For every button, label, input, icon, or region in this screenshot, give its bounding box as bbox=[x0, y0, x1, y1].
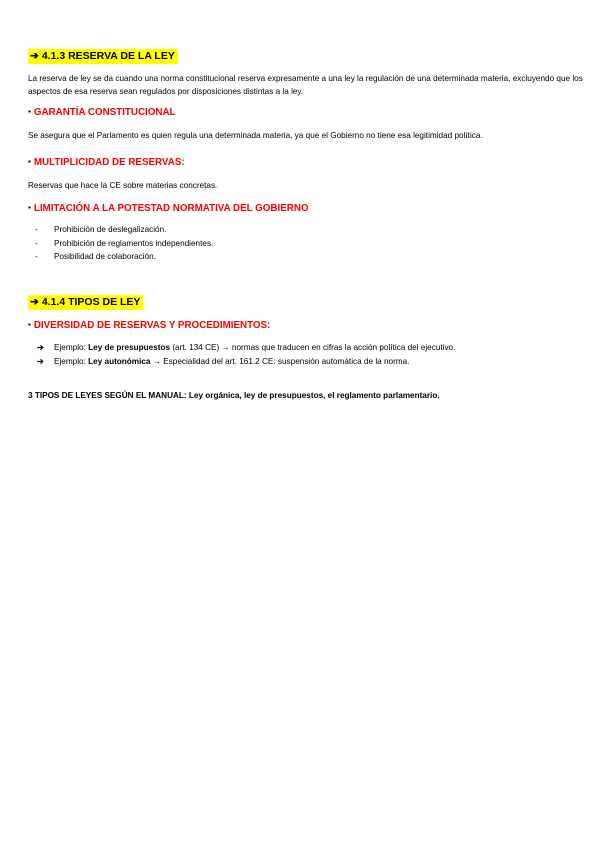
subheading-garantia bbox=[28, 107, 176, 119]
subheading-text: LIMITACIÓN A LA POTESTAD NORMATIVA DEL GOBIERNO bbox=[33, 203, 309, 214]
subheading-multiplicidad bbox=[28, 157, 185, 169]
subheading-diversidad bbox=[28, 320, 270, 332]
arrow-icon: ➔ bbox=[37, 356, 44, 366]
list-item: - Prohibición de reglamentos independientes. bbox=[35, 238, 214, 248]
list-item: ➔ Ejemplo: Ley autonómica → Especialidad del art. 161.2 CE: suspensión automática de la norma. bbox=[37, 355, 455, 369]
summary-line: 3 TIPOS DE LEYES SEGÚN EL MANUAL: Ley orgánica, ley de presupuestos, el reglamento parlamentario. bbox=[28, 391, 440, 400]
arrow-icon: ➔ bbox=[30, 50, 39, 62]
subheading-text: DIVERSIDAD DE RESERVAS Y PROCEDIMIENTOS: bbox=[33, 320, 271, 331]
square-bullet-icon: ▪ bbox=[28, 320, 31, 329]
list-item: ➔ Ejemplo: Ley de presupuestos (art. 134 CE) → normas que traducen en cifras la acción política del ejecutivo. bbox=[37, 341, 455, 355]
section-heading-4-1-4 bbox=[28, 295, 143, 310]
garantia-paragraph: Se asegura que el Parlamento es quien regula una determinada materia, ya que el Gobierno no tiene esa legitimidad política. bbox=[28, 131, 483, 140]
section-title: 4.1.4 TIPOS DE LEY bbox=[41, 296, 141, 308]
subheading-text: MULTIPLICIDAD DE RESERVAS: bbox=[33, 157, 185, 168]
multiplicidad-paragraph: Reservas que hace la CE sobre materias concretas. bbox=[28, 181, 218, 190]
list-item: - Prohibición de deslegalización. bbox=[35, 225, 167, 234]
limitacion-list bbox=[35, 223, 213, 264]
square-bullet-icon: ▪ bbox=[28, 203, 31, 212]
subheading-text: GARANTÍA CONSTITUCIONAL bbox=[33, 107, 176, 118]
list-item: - Posibilidad de colaboración. bbox=[35, 252, 156, 261]
arrow-icon: ➔ bbox=[37, 343, 44, 352]
section-title: 4.1.3 RESERVA DE LA LEY bbox=[41, 50, 175, 62]
intro-paragraph: La reserva de ley se da cuando una norma constitucional reserva expresamente a una ley la regulación de una determinada materia, excluyendo que los aspectos de esa reserva sean regulados por disposiciones distintas a la ley. bbox=[28, 74, 583, 96]
square-bullet-icon: ▪ bbox=[28, 157, 31, 166]
square-bullet-icon: ▪ bbox=[28, 107, 31, 116]
section-heading-4-1-3 bbox=[28, 49, 178, 64]
examples-list bbox=[37, 341, 455, 369]
arrow-icon: ➔ bbox=[30, 296, 39, 308]
subheading-limitacion bbox=[28, 203, 309, 215]
